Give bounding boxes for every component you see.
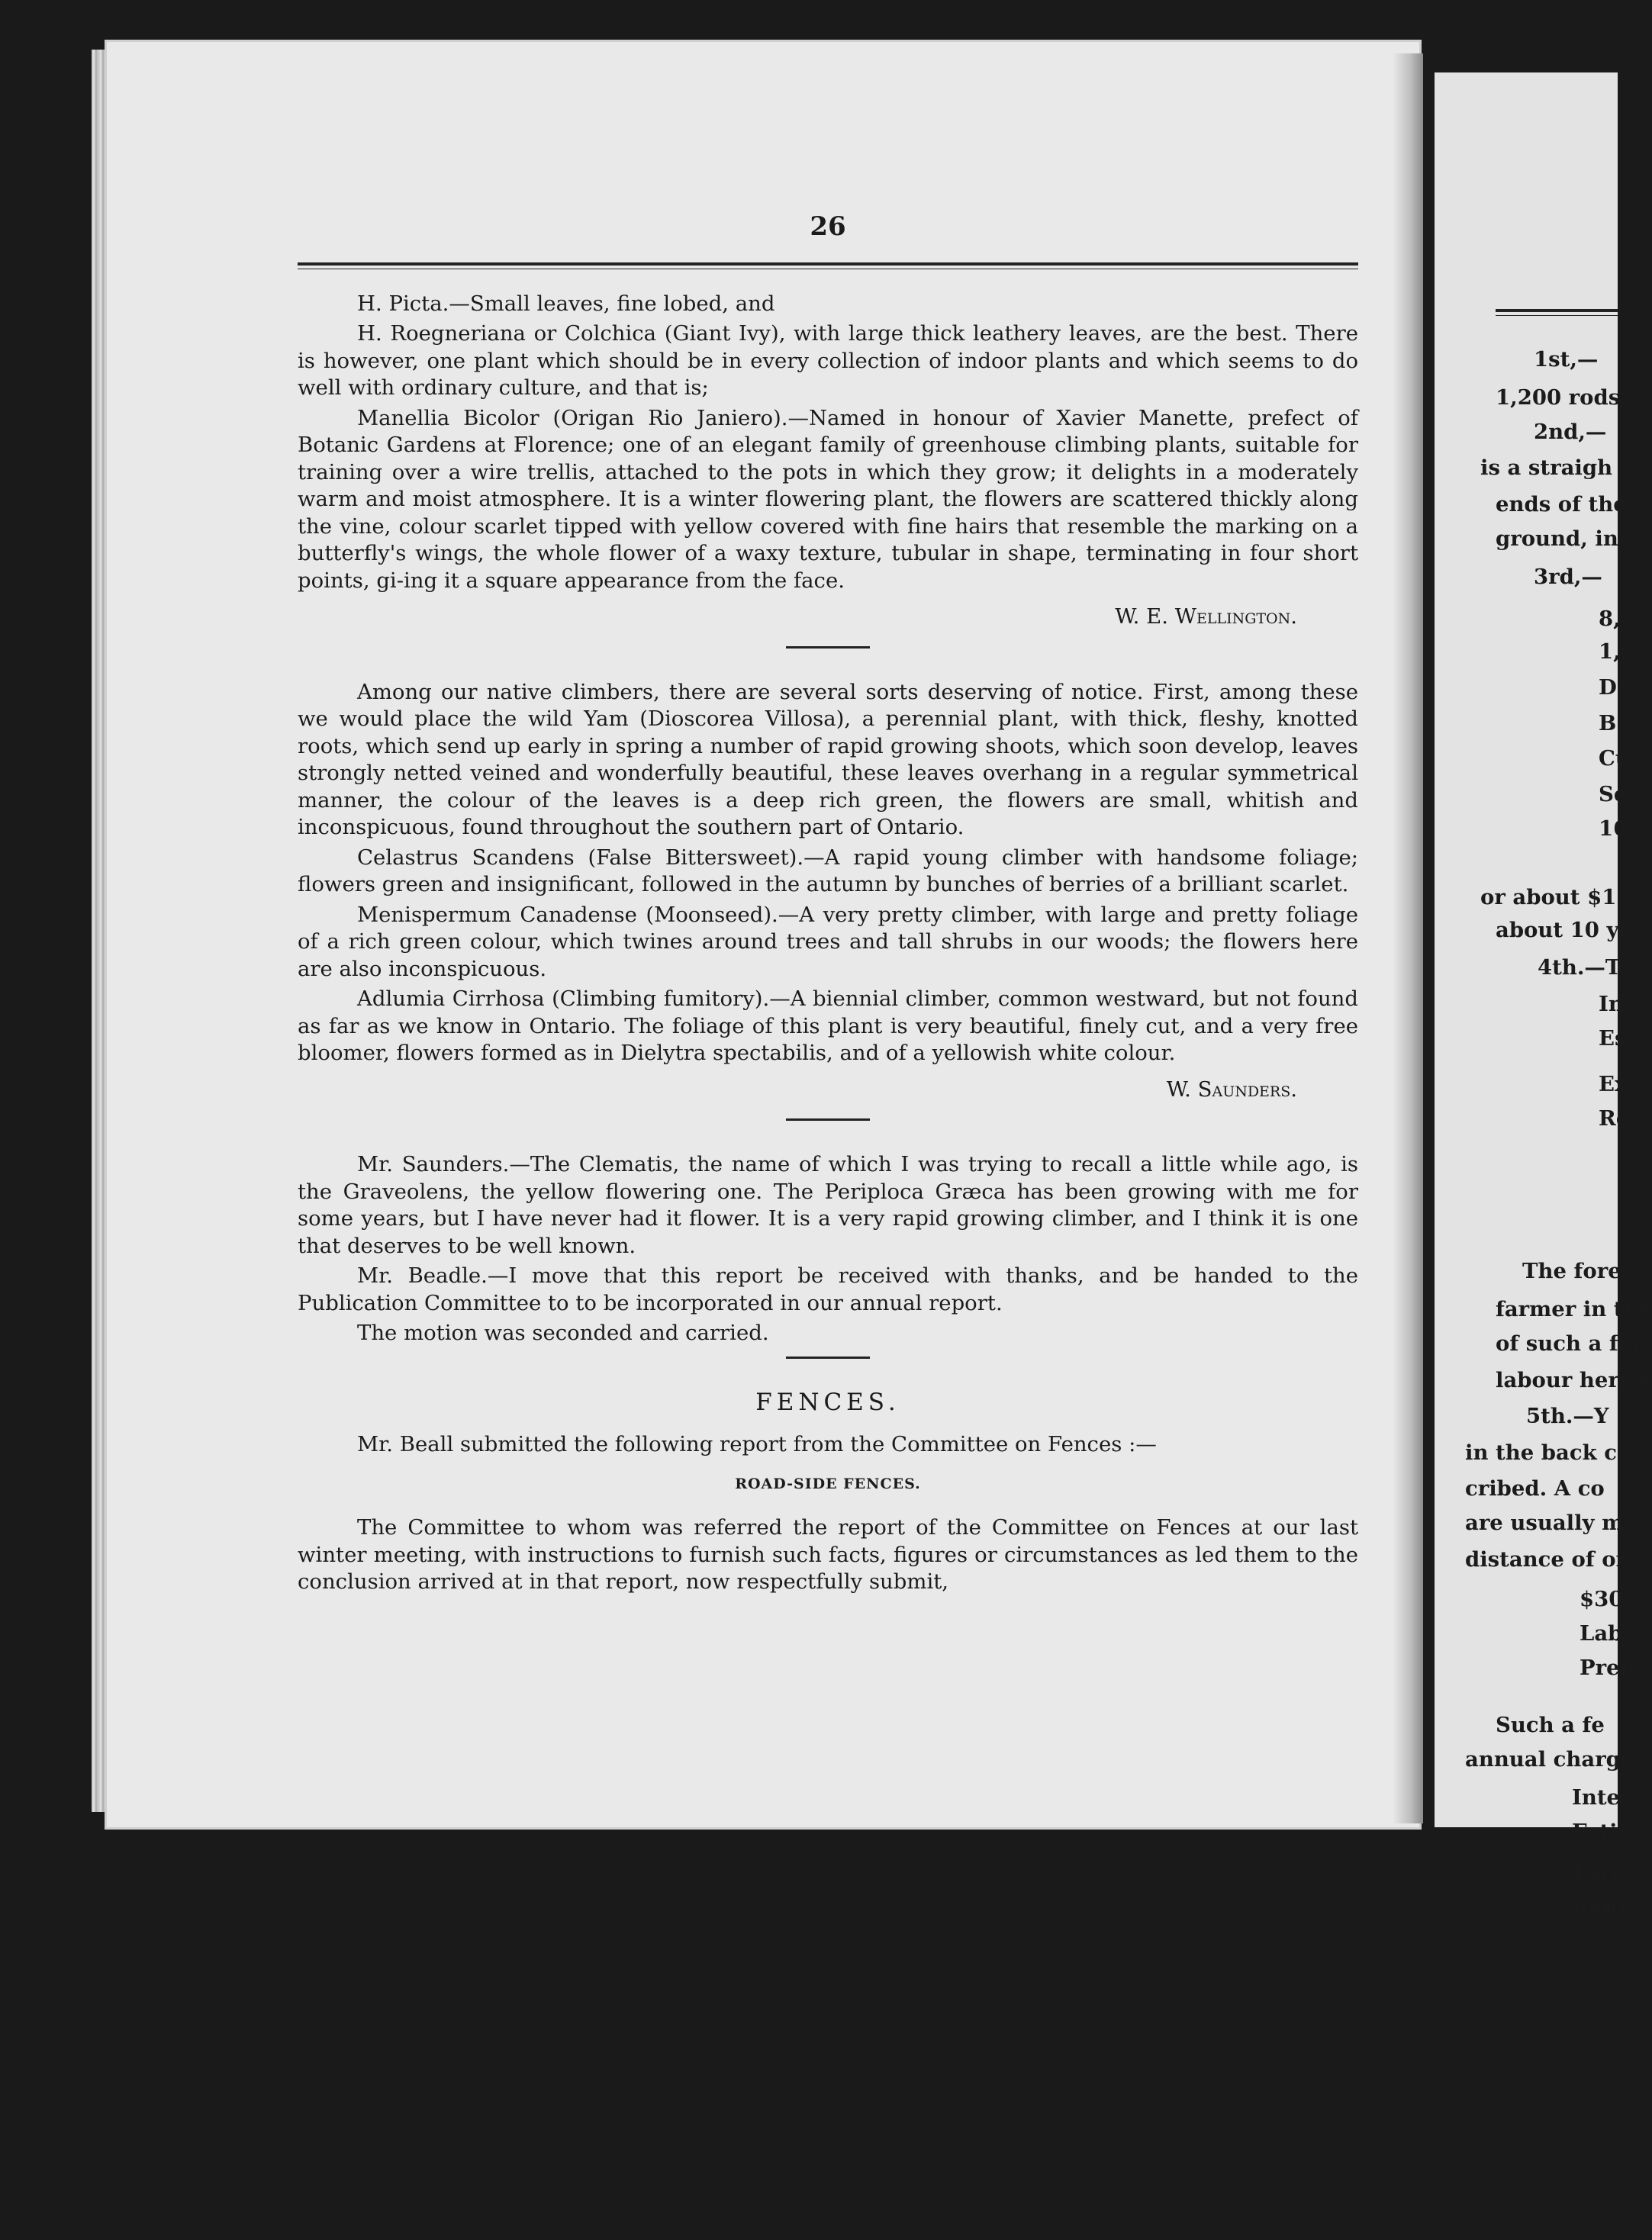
adjacent-page-fragment: in the back c [1465,1440,1617,1465]
adjacent-page-fragment: $30 [1580,1587,1624,1611]
paragraph: H. Roegneriana or Colchica (Giant Ivy), with large thick leathery leaves, are the best. There is however, one plant which should be in every collection of indoor plants and which seems to do well with ordinary culture, and that is; [298,321,1358,400]
adjacent-page-fragment: Cu [1599,746,1631,771]
signature: W. E. Wellington. [1115,604,1297,629]
signature: W. Saunders. [1166,1077,1297,1102]
adjacent-page-fragment: Rent [1572,1896,1628,1920]
paragraph: Adlumia Cirrhosa (Climbing fumitory).—A biennial climber, common westward, but not found as far as we know in Ontario. The foliage of this plant is very beautiful, finely cut, and a very free bloomer, flowers formed as in Dielytra spectabilis, and of a yellowish white colour. [298,986,1358,1065]
adjacent-page-fragment: ends of the [1496,492,1627,517]
adjacent-page-fragment: Se [1599,782,1628,806]
paragraph: H. Picta.—Small leaves, fine lobed, and [357,291,775,316]
paragraph: Celastrus Scandens (False Bittersweet).—A rapid young climber with handsome foliage; flowers green and insignificant, followed in the autumn by bunches of berries of a brilliant scarlet. [298,845,1358,896]
adjacent-page-fragment: Esti [1572,1820,1618,1844]
adjacent-page [1435,72,1652,1920]
adjacent-page-fragment: Es [1599,1026,1627,1051]
adjacent-page-fragment: 5th.—Y [1526,1404,1609,1428]
adjacent-page-fragment: 8, [1599,607,1621,631]
adjacent-page-fragment: 4th.—T [1538,955,1621,980]
adjacent-page-fragment: annual charge [1465,1747,1634,1772]
adjacent-page-fragment: 1, [1599,639,1621,664]
adjacent-page-fragment: In [1599,992,1624,1016]
paragraph: Among our native climbers, there are several sorts deserving of notice. First, among these we would place the wild Yam (Dioscorea Villosa), a perennial plant, with thick, fleshy, knotted roots, which send up early in spring a number of rapid growing shoots, which soon develop, leaves strongly netted veined and wonderfully beautiful, these leaves overhang in a regular symmetrical manner, the colour of the leaves is a deep rich green, the flowers are small, whitish and inconspicuous, found throughout the southern part of Ontario. [298,679,1358,839]
subheading: ROAD-SIDE FENCES. [735,1475,921,1492]
adjacent-page-fragment: cribed. A co [1465,1476,1605,1501]
adjacent-page-fragment: is a straigh [1480,455,1613,480]
adjacent-page-fragment: Ex [1599,1072,1628,1096]
adjacent-header-rule [1496,309,1618,316]
adjacent-page-fragment: about 10 ye [1496,918,1632,942]
adjacent-page-fragment: 1,200 rods [1496,385,1621,410]
adjacent-page-fragment: Re [1599,1106,1630,1131]
page-text [298,211,1358,1599]
adjacent-page-fragment: are usually m [1465,1511,1625,1535]
adjacent-page-fragment: of such a fen [1496,1331,1647,1356]
adjacent-page-fragment: ground, in [1496,526,1618,551]
paragraph: Menispermum Canadense (Moonseed).—A very pretty climber, with large and pretty foliage of a rich green colour, which twines around trees and tall shrubs in our woods; the flowers here are also inconspicuous. [298,902,1358,981]
adjacent-page-fragment: Extr [1572,1862,1621,1886]
book-page-edges [92,50,108,1812]
paragraph: Mr. Saunders.—The Clematis, the name of which I was trying to recall a little while ago, is the Graveolens, the yellow flowering one. The Periploca Græca has been growing with me for some years, but I have never had it flower. It is a very rapid growing climber, and I think it is one that deserves to be well known. [298,1152,1358,1258]
adjacent-page-fragment: distance of or [1465,1547,1628,1572]
adjacent-page-fragment: B [1599,711,1617,735]
separator-rule [786,646,870,649]
section-title: FENCES. [755,1388,900,1416]
adjacent-page-fragment: D [1599,675,1617,700]
paragraph: The Committee to whom was referred the report of the Committee on Fences at our last winter meeting, with instructions to furnish such facts, figures or circumstances as led them to the conclusion arrived at in that report, now respectfully submit, [298,1515,1358,1594]
header-rule [298,262,1358,269]
adjacent-page-fragment: Inte [1572,1785,1621,1810]
adjacent-page-fragment: 16 [1599,816,1628,841]
adjacent-page-fragment: farmer in the [1496,1297,1652,1321]
adjacent-page-fragment: Lab [1580,1621,1623,1646]
adjacent-page-fragment: Such a fe [1496,1713,1605,1737]
adjacent-page-fragment: 2nd,— [1534,420,1607,444]
book-gutter [1393,53,1423,1823]
paragraph: Mr. Beadle.—I move that this report be received with thanks, and be handed to the Publication Committee to to be incorporated in our annual report. [298,1263,1358,1315]
separator-rule [786,1118,870,1121]
intro-paragraph: Mr. Beall submitted the following report from the Committee on Fences :— [357,1432,1157,1456]
adjacent-page-fragment: Prep [1580,1656,1634,1680]
adjacent-page-fragment: 1st,— [1534,347,1599,372]
paragraph: The motion was seconded and carried. [357,1321,769,1345]
page-number: 26 [810,211,846,242]
adjacent-page-fragment: or about $1. [1480,885,1624,909]
paragraph: Manellia Bicolor (Origan Rio Janiero).—Named in honour of Xavier Manette, prefect of Botanic Gardens at Florence; one of an elegant family of greenhouse climbing plants, suitable for training over a wire trellis, attached to the pots in which they grow; it delights in a moderately warm and moist atmosphere. It is a winter flowering plant, the flowers are scattered thickly along the vine, colour scarlet tipped with yellow covered with fine hairs that resemble the marking on a butterfly's wings, the whole flower of a waxy texture, tubular in shape, terminating in four short points, gi‑ing it a square appearance from the face. [298,405,1358,593]
adjacent-page-fragment: The fore [1522,1259,1621,1283]
separator-rule [786,1357,870,1359]
adjacent-page-fragment: 3rd,— [1534,565,1602,589]
adjacent-page-fragment: labour here s [1496,1368,1652,1392]
